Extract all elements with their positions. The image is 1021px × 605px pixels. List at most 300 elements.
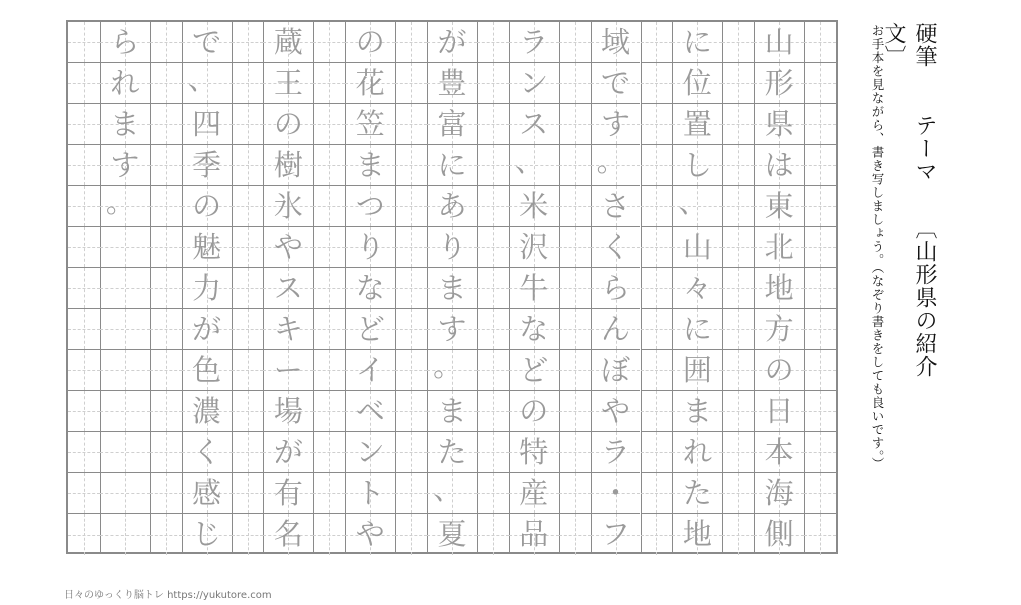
grid-cell	[68, 350, 100, 391]
grid-cell	[68, 186, 100, 227]
grid-cell	[395, 268, 427, 309]
practice-character: の	[519, 393, 549, 428]
grid-cell	[395, 63, 427, 104]
grid-cell	[641, 104, 673, 145]
grid-cell	[509, 145, 559, 186]
grid-cell	[232, 391, 264, 432]
grid-cell	[754, 309, 804, 350]
grid-cell	[313, 22, 345, 63]
grid-column	[754, 22, 804, 552]
grid-cell	[232, 104, 264, 145]
practice-character: 場	[273, 393, 303, 428]
grid-cell	[395, 514, 427, 555]
grid-cell	[345, 268, 395, 309]
grid-cell	[477, 104, 509, 145]
grid-cell	[722, 227, 754, 268]
grid-cell	[182, 432, 232, 473]
practice-character: な	[519, 311, 549, 346]
grid-cell	[559, 145, 591, 186]
practice-character: 々	[682, 270, 712, 305]
grid-cell	[68, 309, 100, 350]
grid-cell	[68, 227, 100, 268]
practice-character: 夏	[437, 517, 467, 551]
grid-cell	[427, 473, 477, 514]
grid-cell	[100, 104, 150, 145]
grid-cell	[182, 350, 232, 391]
grid-cell	[100, 309, 150, 350]
practice-character: し	[682, 147, 712, 182]
subject-title: 硬筆	[912, 22, 937, 68]
grid-cell	[722, 473, 754, 514]
practice-character: 有	[273, 475, 303, 510]
grid-cell	[313, 350, 345, 391]
practice-character: 北	[764, 229, 794, 264]
practice-character: ・	[601, 475, 631, 510]
practice-character: つ	[355, 188, 385, 223]
grid-cell	[263, 145, 313, 186]
grid-cell	[427, 268, 477, 309]
practice-character: 力	[192, 270, 222, 305]
grid-column	[263, 22, 313, 552]
grid-cell	[754, 391, 804, 432]
practice-character: 季	[192, 147, 222, 182]
grid-cell	[754, 104, 804, 145]
grid-cell	[509, 63, 559, 104]
grid-cell	[395, 104, 427, 145]
practice-character: 、	[514, 144, 544, 178]
practice-character: 沢	[519, 229, 549, 264]
practice-character: イ	[355, 352, 385, 387]
practice-character: 笠	[355, 106, 385, 141]
grid-cell	[345, 350, 395, 391]
grid-cell	[804, 309, 836, 350]
grid-cell	[100, 22, 150, 63]
grid-cell	[591, 145, 641, 186]
practice-character: く	[601, 229, 631, 264]
grid-cell	[427, 22, 477, 63]
practice-character: 蔵	[273, 24, 303, 59]
practice-character: が	[192, 311, 222, 346]
grid-cell	[68, 268, 100, 309]
grid-cell	[263, 309, 313, 350]
grid-cell	[100, 514, 150, 555]
practice-character: す	[437, 311, 467, 346]
grid-cell	[150, 186, 182, 227]
grid-cell	[68, 63, 100, 104]
grid-cell	[591, 473, 641, 514]
grid-cell	[182, 63, 232, 104]
practice-character: ら	[601, 270, 631, 305]
grid-cell	[722, 63, 754, 104]
practice-character: ス	[519, 106, 549, 141]
practice-character: ま	[437, 270, 467, 305]
practice-character: く	[192, 434, 222, 469]
practice-character: 地	[682, 517, 712, 551]
grid-cell	[427, 514, 477, 555]
grid-cell	[477, 514, 509, 555]
grid-cell	[477, 350, 509, 391]
grid-cell	[182, 268, 232, 309]
grid-cell	[232, 432, 264, 473]
practice-character: 日	[764, 393, 794, 428]
grid-cell	[427, 432, 477, 473]
practice-character: 山	[682, 229, 712, 264]
practice-character: 米	[519, 188, 549, 223]
grid-cell	[672, 391, 722, 432]
practice-character: ど	[519, 352, 549, 387]
grid-cell	[641, 186, 673, 227]
grid-cell	[395, 391, 427, 432]
practice-character: ラ	[601, 434, 631, 469]
practice-character: 特	[519, 434, 549, 469]
grid-cell	[150, 63, 182, 104]
grid-cell	[559, 186, 591, 227]
practice-character: 富	[437, 106, 467, 141]
grid-cell	[641, 514, 673, 555]
practice-character: は	[764, 147, 794, 182]
grid-column	[591, 22, 641, 552]
grid-cell	[313, 268, 345, 309]
grid-cell	[722, 514, 754, 555]
practice-character: ま	[437, 393, 467, 428]
practice-character: 県	[764, 106, 794, 141]
grid-cell	[345, 514, 395, 555]
grid-cell	[232, 22, 264, 63]
grid-cell	[68, 22, 100, 63]
grid-cell	[100, 63, 150, 104]
practice-character: ー	[273, 352, 303, 387]
grid-column	[313, 22, 345, 552]
grid-cell	[395, 432, 427, 473]
practice-character: た	[682, 475, 712, 510]
grid-cell	[722, 104, 754, 145]
grid-cell	[150, 391, 182, 432]
practice-character: に	[437, 147, 467, 182]
practice-character: 側	[764, 517, 794, 551]
grid-cell	[427, 63, 477, 104]
practice-character: の	[355, 24, 385, 59]
practice-character: れ	[110, 65, 140, 100]
grid-cell	[68, 104, 100, 145]
grid-cell	[477, 432, 509, 473]
practice-character: 囲	[682, 352, 712, 387]
theme-title: 〔山形県の紹介文〕	[881, 22, 937, 378]
grid-cell	[754, 432, 804, 473]
practice-character: あ	[437, 188, 467, 223]
grid-cell	[395, 186, 427, 227]
grid-cell	[345, 473, 395, 514]
grid-cell	[672, 268, 722, 309]
grid-cell	[263, 391, 313, 432]
grid-cell	[395, 350, 427, 391]
practice-character: ベ	[355, 393, 385, 428]
grid-cell	[150, 104, 182, 145]
practice-character: 魅	[192, 229, 222, 264]
grid-cell	[591, 432, 641, 473]
practice-character: 名	[273, 517, 303, 551]
practice-character: さ	[601, 188, 631, 223]
grid-cell	[672, 432, 722, 473]
grid-cell	[804, 514, 836, 555]
grid-cell	[641, 350, 673, 391]
grid-cell	[559, 227, 591, 268]
grid-cell	[182, 145, 232, 186]
grid-cell	[182, 473, 232, 514]
practice-character: ま	[355, 147, 385, 182]
grid-cell	[232, 473, 264, 514]
practice-character: で	[192, 24, 222, 59]
grid-cell	[263, 22, 313, 63]
grid-cell	[804, 350, 836, 391]
grid-cell	[345, 309, 395, 350]
grid-cell	[232, 514, 264, 555]
grid-column	[150, 22, 182, 552]
grid-cell	[509, 473, 559, 514]
practice-character: 山	[764, 24, 794, 59]
grid-cell	[427, 227, 477, 268]
grid-cell	[150, 473, 182, 514]
grid-cell	[591, 350, 641, 391]
grid-cell	[591, 268, 641, 309]
grid-cell	[263, 186, 313, 227]
grid-cell	[345, 104, 395, 145]
grid-cell	[232, 63, 264, 104]
practice-character: ん	[601, 311, 631, 346]
grid-cell	[641, 63, 673, 104]
practice-character: で	[601, 65, 631, 100]
grid-cell	[182, 391, 232, 432]
practice-character: や	[355, 517, 385, 551]
grid-cell	[559, 104, 591, 145]
grid-cell	[345, 432, 395, 473]
grid-cell	[100, 227, 150, 268]
practice-character: 四	[192, 106, 222, 141]
grid-cell	[559, 63, 591, 104]
grid-cell	[641, 309, 673, 350]
grid-cell	[509, 227, 559, 268]
grid-cell	[509, 268, 559, 309]
grid-cell	[477, 391, 509, 432]
grid-column	[427, 22, 477, 552]
grid-cell	[477, 473, 509, 514]
practice-character: 置	[682, 106, 712, 141]
grid-column	[232, 22, 264, 552]
grid-column	[672, 22, 722, 552]
grid-cell	[427, 104, 477, 145]
grid-cell	[232, 268, 264, 309]
grid-cell	[345, 145, 395, 186]
practice-character: 牛	[519, 270, 549, 305]
grid-cell	[477, 22, 509, 63]
grid-cell	[722, 186, 754, 227]
grid-cell	[477, 145, 509, 186]
grid-cell	[509, 514, 559, 555]
practice-character: り	[355, 229, 385, 264]
grid-cell	[427, 186, 477, 227]
grid-cell	[509, 104, 559, 145]
practice-character: 豊	[437, 65, 467, 100]
practice-character: じ	[192, 517, 222, 551]
grid-cell	[591, 309, 641, 350]
grid-cell	[427, 391, 477, 432]
grid-cell	[559, 432, 591, 473]
grid-cell	[100, 391, 150, 432]
practice-character: 花	[355, 65, 385, 100]
grid-cell	[509, 186, 559, 227]
grid-cell	[100, 350, 150, 391]
grid-cell	[509, 309, 559, 350]
grid-cell	[641, 22, 673, 63]
grid-column	[641, 22, 673, 552]
grid-cell	[591, 391, 641, 432]
footer-credit: 日々のゆっくり脳トレ https://yukutore.com	[64, 590, 272, 601]
practice-character: 、	[187, 62, 217, 96]
grid-cell	[182, 186, 232, 227]
grid-cell	[509, 22, 559, 63]
grid-cell	[754, 268, 804, 309]
grid-cell	[804, 104, 836, 145]
practice-character: や	[601, 393, 631, 428]
grid-column	[100, 22, 150, 552]
grid-cell	[591, 63, 641, 104]
practice-character: 氷	[273, 188, 303, 223]
grid-cell	[263, 350, 313, 391]
practice-character: 位	[682, 65, 712, 100]
grid-cell	[559, 391, 591, 432]
grid-cell	[722, 145, 754, 186]
grid-column	[182, 22, 232, 552]
grid-cell	[559, 473, 591, 514]
practice-character: ス	[273, 270, 303, 305]
grid-cell	[641, 268, 673, 309]
practice-character: ト	[355, 475, 385, 510]
grid-cell	[722, 350, 754, 391]
grid-cell	[232, 350, 264, 391]
practice-character: 。	[105, 185, 135, 219]
grid-column	[722, 22, 754, 552]
grid-cell	[313, 186, 345, 227]
grid-cell	[804, 145, 836, 186]
grid-cell	[754, 145, 804, 186]
grid-cell	[68, 473, 100, 514]
grid-cell	[672, 350, 722, 391]
grid-cell	[641, 391, 673, 432]
grid-cell	[804, 268, 836, 309]
grid-cell	[232, 186, 264, 227]
grid-cell	[395, 22, 427, 63]
grid-cell	[68, 514, 100, 555]
grid-cell	[722, 432, 754, 473]
grid-cell	[232, 227, 264, 268]
practice-character: 、	[433, 472, 463, 506]
grid-cell	[150, 268, 182, 309]
practice-character: 品	[519, 517, 549, 551]
grid-cell	[345, 186, 395, 227]
grid-column	[559, 22, 591, 552]
grid-cell	[804, 473, 836, 514]
grid-cell	[672, 145, 722, 186]
grid-cell	[672, 22, 722, 63]
grid-cell	[313, 227, 345, 268]
grid-cell	[427, 145, 477, 186]
practice-character: 。	[596, 144, 626, 178]
grid-cell	[559, 309, 591, 350]
grid-cell	[722, 268, 754, 309]
grid-cell	[263, 268, 313, 309]
practice-character: 域	[601, 24, 631, 59]
practice-character: 方	[764, 311, 794, 346]
grid-cell	[313, 432, 345, 473]
grid-cell	[672, 63, 722, 104]
grid-cell	[477, 309, 509, 350]
grid-cell	[150, 22, 182, 63]
practice-character: に	[682, 311, 712, 346]
grid-cell	[263, 63, 313, 104]
grid-cell	[754, 473, 804, 514]
grid-cell	[182, 104, 232, 145]
practice-character: ン	[519, 65, 549, 100]
grid-cell	[672, 514, 722, 555]
grid-cell	[591, 186, 641, 227]
grid-cell	[345, 63, 395, 104]
practice-character: ラ	[519, 24, 549, 59]
grid-cell	[672, 227, 722, 268]
grid-cell	[313, 63, 345, 104]
grid-cell	[150, 227, 182, 268]
grid-cell	[672, 104, 722, 145]
practice-character: や	[273, 229, 303, 264]
grid-cell	[804, 63, 836, 104]
grid-cell	[263, 227, 313, 268]
grid-cell	[68, 391, 100, 432]
grid-cell	[182, 22, 232, 63]
practice-character: ン	[355, 434, 385, 469]
grid-cell	[641, 432, 673, 473]
grid-cell	[672, 186, 722, 227]
grid-cell	[68, 145, 100, 186]
grid-cell	[754, 350, 804, 391]
grid-cell	[804, 186, 836, 227]
practice-character: 、	[678, 185, 708, 219]
practice-character: キ	[273, 311, 303, 346]
practice-character: 本	[764, 434, 794, 469]
grid-cell	[263, 473, 313, 514]
grid-cell	[232, 145, 264, 186]
practice-character: れ	[682, 434, 712, 469]
grid-cell	[427, 309, 477, 350]
practice-character: の	[192, 188, 222, 223]
grid-cell	[313, 104, 345, 145]
grid-cell	[722, 22, 754, 63]
practice-character: 濃	[192, 393, 222, 428]
practice-character: 。	[433, 349, 463, 383]
grid-cell	[100, 432, 150, 473]
grid-cell	[754, 227, 804, 268]
grid-cell	[641, 145, 673, 186]
grid-cell	[754, 186, 804, 227]
grid-cell	[395, 473, 427, 514]
grid-column	[68, 22, 100, 552]
grid-cell	[150, 514, 182, 555]
grid-cell	[395, 227, 427, 268]
grid-cell	[150, 309, 182, 350]
practice-character: ぼ	[601, 352, 631, 387]
grid-cell	[345, 391, 395, 432]
grid-cell	[477, 268, 509, 309]
grid-column	[509, 22, 559, 552]
grid-column	[395, 22, 427, 552]
grid-cell	[263, 432, 313, 473]
